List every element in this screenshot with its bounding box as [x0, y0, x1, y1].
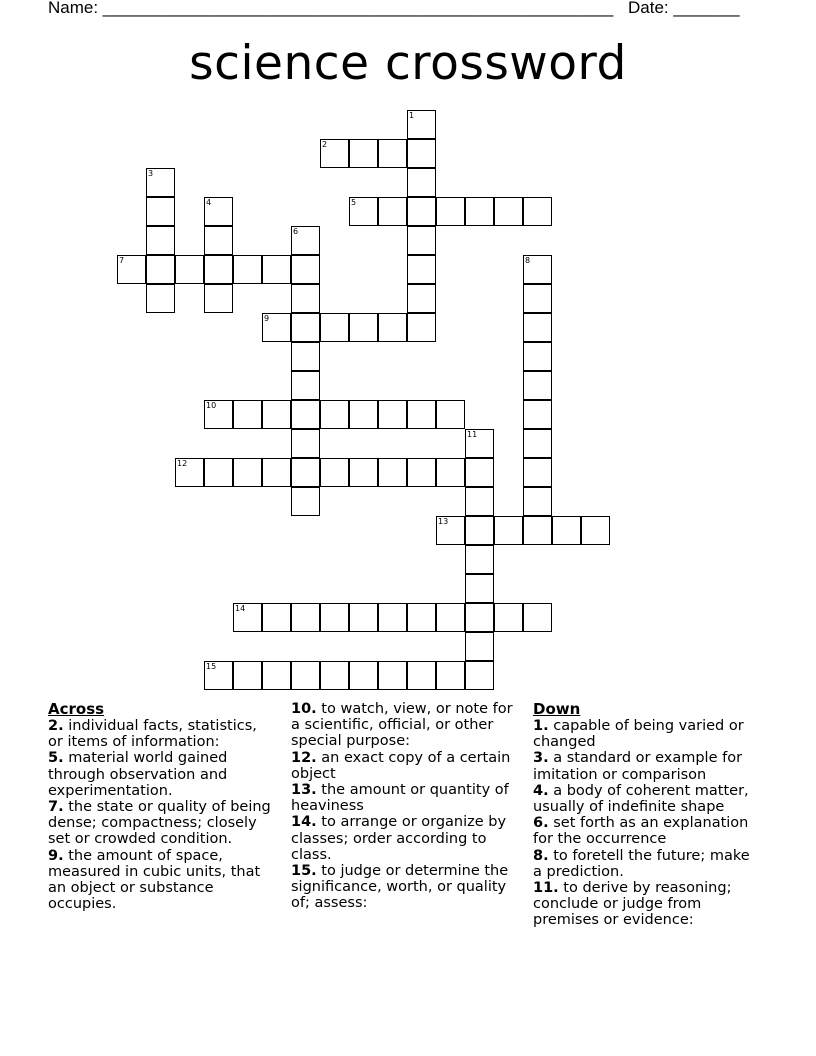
clue-item [48, 750, 274, 799]
grid-cell[interactable] [204, 255, 233, 284]
grid-cell[interactable] [378, 458, 407, 487]
grid-cell[interactable] [523, 313, 552, 342]
grid-cell-number: 3 [148, 169, 154, 178]
grid-cell-number: 6 [293, 227, 299, 236]
clue-item [533, 783, 763, 815]
grid-cell[interactable] [407, 110, 436, 139]
clue-text: the state or quality of being dense; compactness; closely set or crowded condition. [48, 799, 271, 848]
grid-cell[interactable] [407, 255, 436, 284]
name-label: Name: [48, 0, 103, 17]
grid-cell[interactable] [291, 342, 320, 371]
clue-item [533, 750, 763, 782]
clue-item [291, 863, 521, 912]
across-clues-column-1 [48, 700, 274, 912]
clue-number: 5. [48, 750, 64, 767]
grid-cell[interactable] [320, 400, 349, 429]
grid-cell-number: 1 [409, 111, 415, 120]
grid-cell[interactable] [523, 197, 552, 226]
grid-cell[interactable] [436, 400, 465, 429]
clue-number: 15. [291, 863, 317, 880]
grid-cell[interactable] [262, 313, 291, 342]
grid-cell-number: 9 [264, 314, 270, 323]
down-heading: Down [533, 700, 581, 718]
clue-item [48, 718, 274, 750]
grid-cell[interactable] [407, 603, 436, 632]
grid-cell[interactable] [262, 400, 291, 429]
grid-cell[interactable] [262, 458, 291, 487]
grid-cell[interactable] [146, 197, 175, 226]
grid-cell[interactable] [233, 603, 262, 632]
grid-cell-number: 2 [322, 140, 328, 149]
grid-cell[interactable] [581, 516, 610, 545]
clue-number: 14. [291, 814, 317, 831]
grid-cell[interactable] [291, 313, 320, 342]
grid-cell[interactable] [204, 197, 233, 226]
clue-item [48, 848, 274, 913]
grid-cell[interactable] [204, 661, 233, 690]
clue-item [533, 880, 763, 929]
clue-item [291, 701, 521, 750]
grid-cell[interactable] [465, 487, 494, 516]
grid-cell[interactable] [378, 603, 407, 632]
grid-cell[interactable] [291, 487, 320, 516]
grid-cell[interactable] [291, 255, 320, 284]
grid-cell[interactable] [146, 226, 175, 255]
clue-text: to foretell the future; make a prediction. [533, 847, 750, 880]
grid-cell[interactable] [349, 139, 378, 168]
grid-cell[interactable] [523, 400, 552, 429]
name-blank[interactable]: ______________________________________________________ [102, 0, 614, 17]
clue-text: to judge or determine the significance, worth, or quality of; assess: [291, 863, 509, 912]
clue-text: a standard or example for imitation or comparison [533, 750, 743, 783]
clue-item [533, 718, 763, 750]
grid-cell-number: 14 [235, 604, 246, 613]
grid-cell[interactable] [523, 429, 552, 458]
grid-cell[interactable] [291, 371, 320, 400]
clue-number: 12. [291, 749, 317, 766]
grid-cell[interactable] [523, 255, 552, 284]
clue-text: an exact copy of a certain object [291, 749, 511, 782]
grid-cell-number: 11 [467, 430, 478, 439]
grid-cell[interactable] [523, 371, 552, 400]
grid-cell[interactable] [146, 284, 175, 313]
grid-cell[interactable] [465, 516, 494, 545]
grid-cell[interactable] [436, 458, 465, 487]
clue-text: individual facts, statistics, or items of information: [48, 718, 257, 751]
grid-cell[interactable] [291, 400, 320, 429]
grid-cell[interactable] [523, 603, 552, 632]
grid-cell[interactable] [262, 255, 291, 284]
grid-cell[interactable] [349, 313, 378, 342]
grid-cell[interactable] [378, 313, 407, 342]
grid-cell-number: 12 [177, 459, 188, 468]
clue-number: 3. [533, 750, 549, 767]
grid-cell[interactable] [436, 661, 465, 690]
grid-cell[interactable] [465, 197, 494, 226]
grid-cell[interactable] [407, 139, 436, 168]
grid-cell[interactable] [465, 603, 494, 632]
grid-cell[interactable] [436, 197, 465, 226]
grid-cell[interactable] [233, 458, 262, 487]
grid-cell[interactable] [320, 603, 349, 632]
clue-item [48, 799, 274, 848]
grid-cell[interactable] [175, 458, 204, 487]
grid-cell-number: 4 [206, 198, 212, 207]
clue-number: 1. [533, 718, 549, 734]
grid-cell[interactable] [552, 516, 581, 545]
page-title: science crossword [189, 36, 627, 91]
clue-number: 8. [533, 847, 549, 864]
grid-cell[interactable] [436, 603, 465, 632]
clue-text: capable of being varied or changed [533, 718, 744, 751]
grid-cell[interactable] [378, 661, 407, 690]
grid-cell[interactable] [320, 661, 349, 690]
clue-number: 10. [291, 701, 317, 717]
date-label: Date: [628, 0, 674, 17]
grid-cell[interactable] [465, 574, 494, 603]
grid-cell[interactable] [407, 661, 436, 690]
grid-cell-number: 15 [206, 662, 217, 671]
grid-cell[interactable] [407, 168, 436, 197]
grid-cell[interactable] [204, 226, 233, 255]
grid-cell[interactable] [233, 255, 262, 284]
across-clues-column-2 [291, 701, 521, 912]
grid-cell[interactable] [523, 342, 552, 371]
grid-cell[interactable] [349, 661, 378, 690]
clue-number: 7. [48, 799, 64, 816]
grid-cell[interactable] [378, 400, 407, 429]
grid-cell[interactable] [407, 284, 436, 313]
clue-number: 4. [533, 782, 549, 799]
clue-number: 9. [48, 847, 64, 864]
grid-cell[interactable] [349, 400, 378, 429]
grid-cell[interactable] [436, 516, 465, 545]
grid-cell[interactable] [204, 400, 233, 429]
grid-cell[interactable] [523, 284, 552, 313]
grid-cell[interactable] [291, 458, 320, 487]
grid-cell[interactable] [175, 255, 204, 284]
grid-cell[interactable] [494, 603, 523, 632]
clue-text: set forth as an explanation for the occurrence [533, 815, 749, 848]
grid-cell[interactable] [146, 255, 175, 284]
grid-cell[interactable] [407, 226, 436, 255]
grid-cell[interactable] [291, 661, 320, 690]
grid-cell[interactable] [465, 429, 494, 458]
grid-cell-number: 8 [525, 256, 531, 265]
grid-cell[interactable] [291, 429, 320, 458]
clue-text: to watch, view, or note for a scientific, official, or other special purpose: [291, 701, 513, 750]
clue-item [291, 814, 521, 863]
grid-cell[interactable] [117, 255, 146, 284]
grid-cell[interactable] [407, 400, 436, 429]
grid-cell[interactable] [494, 516, 523, 545]
grid-cell[interactable] [233, 661, 262, 690]
grid-cell[interactable] [523, 487, 552, 516]
clue-number: 2. [48, 718, 64, 734]
down-clues-column [533, 700, 763, 929]
grid-cell[interactable] [378, 197, 407, 226]
grid-cell[interactable] [407, 197, 436, 226]
grid-cell-number: 7 [119, 256, 125, 265]
grid-cell[interactable] [407, 458, 436, 487]
across-heading: Across [48, 700, 105, 718]
grid-cell[interactable] [349, 458, 378, 487]
grid-cell[interactable] [407, 313, 436, 342]
grid-cell[interactable] [494, 197, 523, 226]
date-blank[interactable]: _______ [673, 0, 740, 17]
grid-cell[interactable] [320, 458, 349, 487]
grid-cell[interactable] [523, 458, 552, 487]
clue-text: the amount of space, measured in cubic units, that an object or substance occupies. [48, 847, 261, 913]
clue-number: 11. [533, 880, 559, 897]
grid-cell[interactable] [262, 661, 291, 690]
clue-text: to arrange or organize by classes; order according to class. [291, 814, 507, 863]
grid-cell[interactable] [465, 545, 494, 574]
grid-cell[interactable] [465, 632, 494, 661]
grid-cell[interactable] [320, 313, 349, 342]
grid-cell[interactable] [320, 139, 349, 168]
grid-cell-number: 5 [351, 198, 357, 207]
clue-item [291, 750, 521, 782]
grid-cell[interactable] [233, 400, 262, 429]
clue-text: to derive by reasoning; conclude or judge from premises or evidence: [533, 880, 732, 929]
grid-cell[interactable] [349, 603, 378, 632]
grid-cell-number: 10 [206, 401, 217, 410]
clue-item [291, 782, 521, 814]
clue-number: 13. [291, 782, 317, 799]
grid-cell[interactable] [204, 284, 233, 313]
grid-cell[interactable] [523, 516, 552, 545]
clue-number: 6. [533, 815, 549, 832]
grid-cell-number: 13 [438, 517, 449, 526]
grid-cell[interactable] [204, 458, 233, 487]
grid-cell[interactable] [465, 661, 494, 690]
grid-cell[interactable] [291, 284, 320, 313]
grid-cell[interactable] [291, 226, 320, 255]
clue-text: the amount or quantity of heaviness [291, 782, 509, 815]
grid-cell[interactable] [146, 168, 175, 197]
grid-cell[interactable] [349, 197, 378, 226]
clue-text: a body of coherent matter, usually of indefinite shape [533, 782, 749, 816]
clue-text: material world gained through observation and experimentation. [48, 750, 228, 799]
grid-cell[interactable] [262, 603, 291, 632]
grid-cell[interactable] [291, 603, 320, 632]
grid-cell[interactable] [465, 458, 494, 487]
grid-cell[interactable] [378, 139, 407, 168]
clue-item [533, 848, 763, 880]
clue-item [533, 815, 763, 847]
